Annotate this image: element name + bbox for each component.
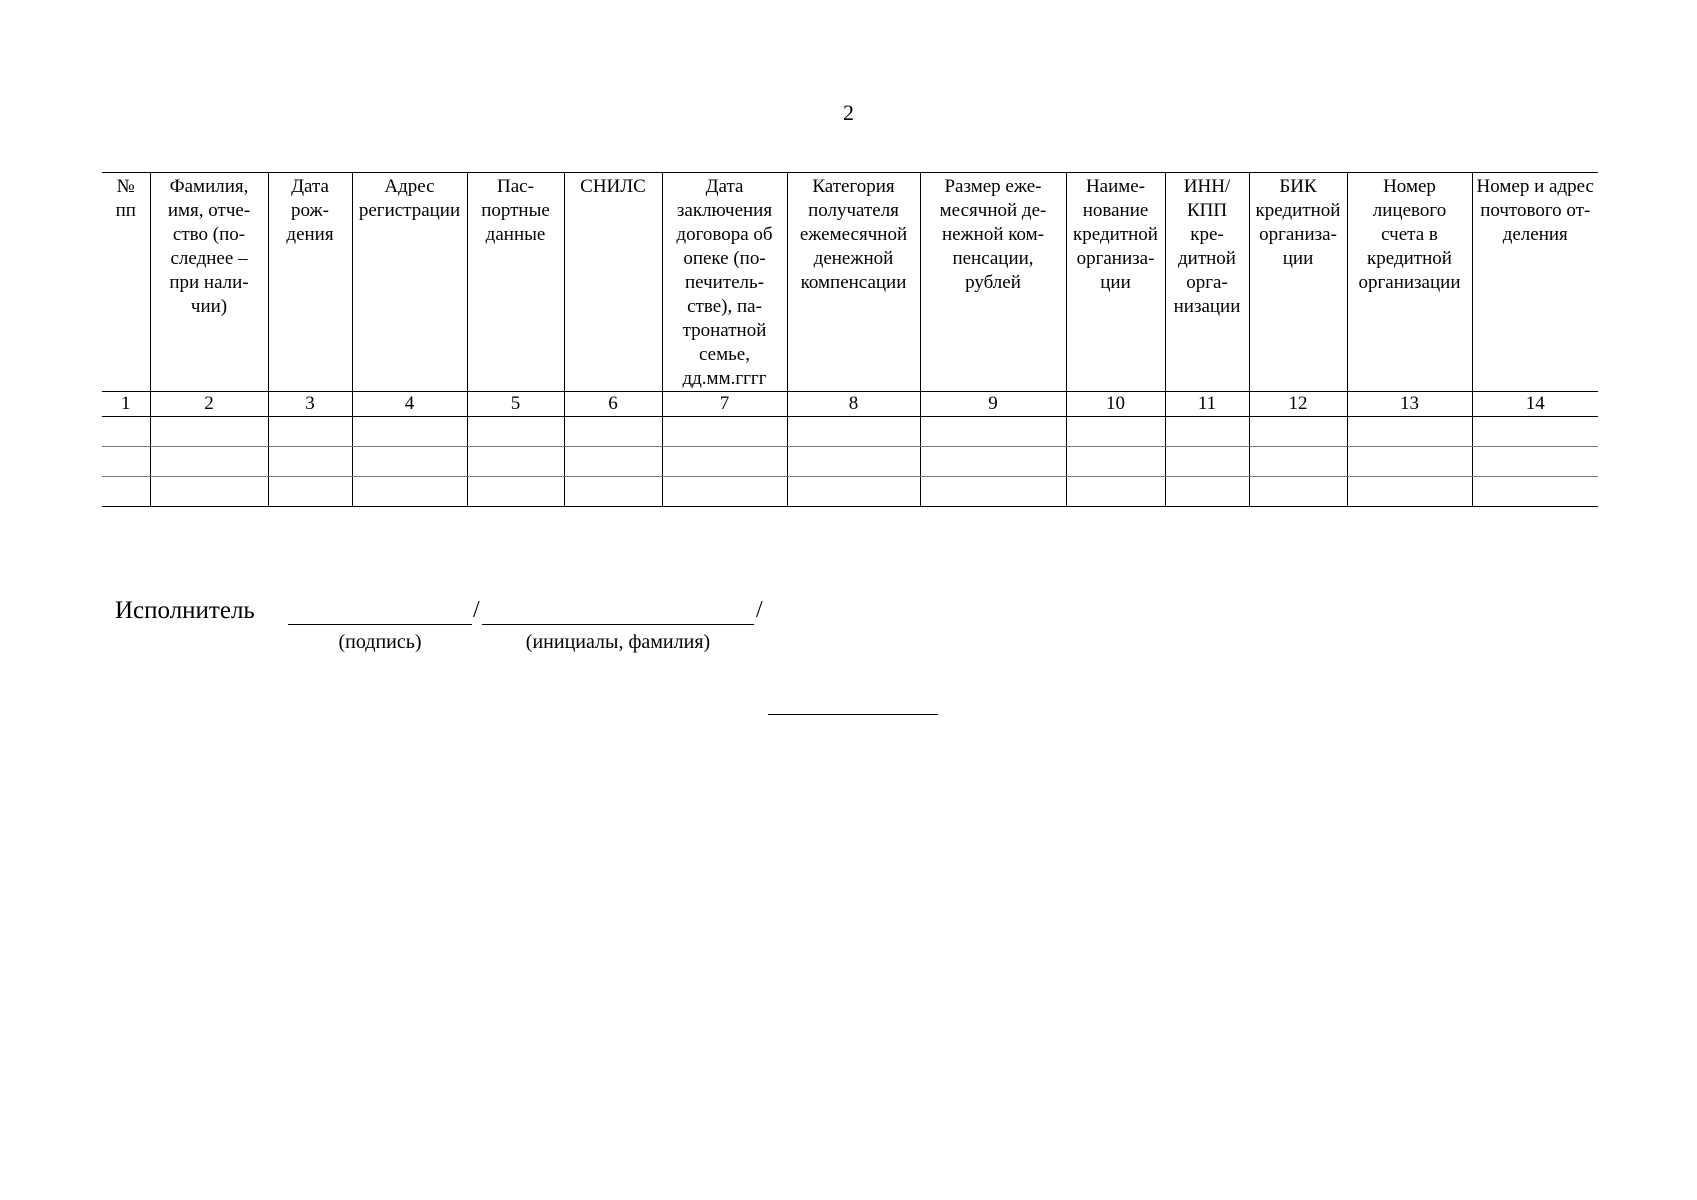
recipients-table-wrapper <box>102 172 1598 507</box>
column-number: 8 <box>787 392 920 417</box>
table-cell[interactable] <box>1165 477 1249 507</box>
column-header: Наименование кредитной организации <box>1066 173 1165 392</box>
table-cell[interactable] <box>268 447 352 477</box>
table-cell[interactable] <box>352 477 467 507</box>
table-row <box>102 447 1598 477</box>
table-cell[interactable] <box>920 447 1066 477</box>
column-number: 4 <box>352 392 467 417</box>
table-cell[interactable] <box>467 477 564 507</box>
table-cell[interactable] <box>352 417 467 447</box>
column-header: Номер и адрес почтового отделения <box>1472 173 1598 392</box>
column-number: 7 <box>662 392 787 417</box>
table-cell[interactable] <box>102 477 150 507</box>
table-cell[interactable] <box>1165 447 1249 477</box>
table-cell[interactable] <box>920 417 1066 447</box>
table-cell[interactable] <box>787 417 920 447</box>
signature-block <box>115 596 815 656</box>
page-number: 2 <box>843 100 854 125</box>
column-number: 6 <box>564 392 662 417</box>
table-cell[interactable] <box>564 417 662 447</box>
table-cell[interactable] <box>564 477 662 507</box>
column-header: СНИЛС <box>564 173 662 392</box>
table-cell[interactable] <box>662 477 787 507</box>
table-cell[interactable] <box>150 417 268 447</box>
table-cell[interactable] <box>352 447 467 477</box>
table-cell[interactable] <box>268 477 352 507</box>
column-header: БИК кредитной организации <box>1249 173 1347 392</box>
table-cell[interactable] <box>102 417 150 447</box>
column-number: 3 <box>268 392 352 417</box>
table-cell[interactable] <box>102 447 150 477</box>
column-number: 11 <box>1165 392 1249 417</box>
table-cell[interactable] <box>787 477 920 507</box>
column-number: 13 <box>1347 392 1472 417</box>
column-header: Фамилия, имя, отчество (последнее – при наличии) <box>150 173 268 392</box>
executor-label: Исполнитель <box>115 597 255 624</box>
table-cell[interactable] <box>1472 417 1598 447</box>
table-cell[interactable] <box>1249 447 1347 477</box>
column-number: 1 <box>102 392 150 417</box>
column-header: № пп <box>102 173 150 392</box>
column-number: 12 <box>1249 392 1347 417</box>
column-header: Размер ежемесячной денежной компенсации, рублей <box>920 173 1066 392</box>
table-cell[interactable] <box>564 447 662 477</box>
table-row <box>102 417 1598 447</box>
column-header: Дата рождения <box>268 173 352 392</box>
table-cell[interactable] <box>1347 417 1472 447</box>
table-cell[interactable] <box>662 417 787 447</box>
recipients-table <box>102 172 1598 507</box>
table-cell[interactable] <box>787 447 920 477</box>
table-cell[interactable] <box>467 447 564 477</box>
column-header: Номер лицевого счета в кредитной организации <box>1347 173 1472 392</box>
table-cell[interactable] <box>1249 477 1347 507</box>
name-caption: (инициалы, фамилия) <box>525 631 711 653</box>
column-number: 10 <box>1066 392 1165 417</box>
separator-slash: / <box>473 597 480 623</box>
column-header: Категория получателя ежемесячной денежной компенсации <box>787 173 920 392</box>
table-cell[interactable] <box>1347 447 1472 477</box>
table-cell[interactable] <box>1347 477 1472 507</box>
table-cell[interactable] <box>467 417 564 447</box>
header-row <box>102 173 1598 392</box>
column-header: ИНН/ КПП кредитной организации <box>1165 173 1249 392</box>
table-body <box>102 417 1598 507</box>
column-number: 14 <box>1472 392 1598 417</box>
signature-line[interactable] <box>288 624 472 625</box>
table-cell[interactable] <box>268 417 352 447</box>
column-number-row <box>102 392 1598 417</box>
table-cell[interactable] <box>1249 417 1347 447</box>
column-number: 9 <box>920 392 1066 417</box>
table-cell[interactable] <box>1472 447 1598 477</box>
column-header: Паспортные данные <box>467 173 564 392</box>
table-cell[interactable] <box>920 477 1066 507</box>
separator-slash: / <box>756 597 763 623</box>
column-header: Дата заключения договора об опеке (попечительстве), патронатной семье, дд.мм.гггг <box>662 173 787 392</box>
table-cell[interactable] <box>1472 477 1598 507</box>
signature-caption: (подпись) <box>338 631 422 653</box>
column-number: 2 <box>150 392 268 417</box>
table-cell[interactable] <box>1066 417 1165 447</box>
table-row <box>102 477 1598 507</box>
table-cell[interactable] <box>150 477 268 507</box>
table-cell[interactable] <box>662 447 787 477</box>
column-number: 5 <box>467 392 564 417</box>
column-header: Адрес регистрации <box>352 173 467 392</box>
table-cell[interactable] <box>1066 477 1165 507</box>
table-cell[interactable] <box>1066 447 1165 477</box>
table-cell[interactable] <box>1165 417 1249 447</box>
end-of-document-line <box>768 714 938 715</box>
name-line[interactable] <box>482 624 754 625</box>
table-cell[interactable] <box>150 447 268 477</box>
